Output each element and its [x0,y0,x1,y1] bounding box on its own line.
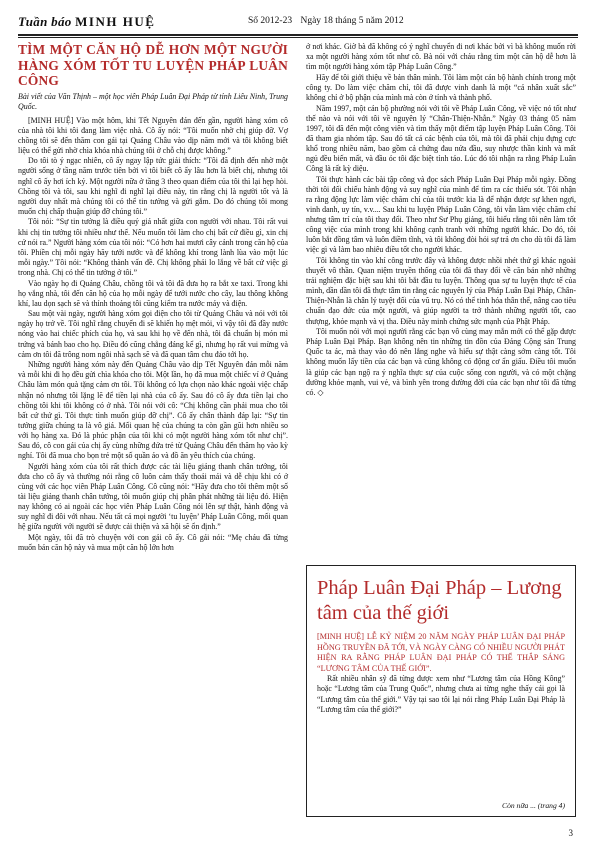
end-mark: ◇ [317,387,324,397]
sidebar-box [306,565,576,817]
article-paragraph: Vào ngày họ đi Quảng Châu, chồng tôi và tôi đã đưa họ ra bắt xe taxi. Trong khi họ vắng nhà, tôi đến căn hộ của họ mỗi ngày để tưới nước cho cây, lau thông không khí, lau dọn sạch sẽ và thỉnh thoảng tôi cũng kiểm tra nước máy và điện. [18,278,288,308]
header-rule-thin [18,37,578,38]
issue-info [248,16,410,26]
box-body: Rất nhiều nhân sỹ đã từng được xem như “Lương tâm của Hồng Kông” hoặc “Lương tâm của Trung Quốc”, nhưng chưa ai từng nghe thấy cái gọi là “Lương tâm của thế giới.” Vậy tại sao tôi lại nói rằng Pháp Luân Đại Pháp là “Lương tâm của thế giới?” [317,674,565,714]
page-header [18,14,578,34]
article-paragraph: Năm 1997, một cán bộ phường nói với tôi về Pháp Luân Công, về việc nó tốt như thế nào và nói với tôi về nguyên lý “Chân-Thiện-Nhẫn.” Ngày 03 tháng 05 năm 1997, tôi đã đến một công viên và tìm thấy một điểm tập luyện Pháp Luân Công. Tôi đã tham gia nhóm tập. Sau đó tất cả các bệnh của tôi, mà tôi đã phải chịu đựng cực khổ trong nhiều năm, bao gồm cả chứng đau nửa đầu, suy nhược thần kinh và mất ngủ đều biến mất, và đầu óc tôi đặc biệt tỉnh táo. Lúc đó tôi nhận ra rằng Pháp Luân Công là rất kỳ diệu. [306,103,576,174]
header-rule-thick [18,34,578,36]
article-paragraph: Tôi không tin vào khí công trước đây và không được nhồi nhét thứ gì khác ngoài thuyết vô thần. Quan niệm truyền thống của tôi đã thay đổi về căn bản nhờ những trải nghiệm đặc biệt sau khi tôi bắt đầu tu luyện. Thông qua sự tu luyện thực tế của mình, dần dần tôi đã thực tâm tin rằng các nguyên lý của Pháp Luân Đại Pháp, Chân-Thiện-Nhẫn là chân lý tuyệt đối của vũ trụ. Nó có thể tinh hóa thân thể, nâng cao tiêu chuẩn đạo đức của một người, và giúp người ta trở thành những người tốt, cao thượng, khỏe mạnh và vị tha. Điều này minh chứng sức mạnh của Phật Pháp. [306,255,576,326]
article-paragraph-text: Tôi muốn nói với mọi người rằng các bạn vô cùng may mắn mới có thể gặp được Pháp Luân Đại Pháp. Bạn không nên tin những tin đồn của Đảng Cộng sản Trung Quốc ta ác, mà thay vào đó nên lắng nghe và hiểu sự thật càng sớm càng tốt. Tôi không muốn lấy tiền của các bạn và cũng không có động cơ ẩn giấu. Điều tôi muốn là giúp các bạn ngộ ra ý nghĩa thực sự của cuộc sống con người, và có một chặng đường khỏe mạnh, vui vẻ, và bình yên trong đường đời của các bạn như tôi đã từng có. [306,327,576,397]
continued-link[interactable]: Còn nữa ... (trang 4) [502,801,565,810]
masthead-brand: MINH HUỆ [75,14,156,29]
article-paragraph: [MINH HUỆ] Vào một hôm, khi Tết Nguyên đán đến gần, người hàng xóm cô của nhà tôi khi tôi đang làm việc nhà. Cô ấy nói: “Tôi muốn nhờ chị giúp đỡ. Vợ chồng tôi sẽ đến thăm con gái tại Quảng Châu vào dịp năm mới và tôi không biết liệu có thể gửi nhờ chìa khóa nhà chúng tôi ở chỗ chị được không.” [18,115,288,155]
article-column-right [306,42,576,398]
issue-date: Ngày 18 tháng 5 năm 2012 [300,16,404,26]
article-paragraph: Một ngày, tôi đã trò chuyện với con gái cô ấy. Cô gái nói: “Mẹ cháu đã từng muốn bán căn hộ này và mua một căn hộ lớn hơn [18,532,288,552]
article-title: TÌM MỘT CĂN HỘ DỄ HƠN MỘT NGƯỜI HÀNG XÓM TỐT TU LUYỆN PHÁP LUÂN CÔNG [18,42,288,88]
article-paragraph: Tôi thực hành các bài tập công và đọc sách Pháp Luân Đại Pháp mỗi ngày. Đồng thời tôi đối chiếu hành động và suy nghĩ của mình để tìm ra các thiếu sót. Tôi nhận ra rằng động lực làm việc chăm chỉ của tôi trước kia là để nhận được sự khen ngợi, vinh danh, uy tín, v.v.... Sau khi tu luyện Pháp Luân Công, tôi vẫn làm việc chăm chỉ nhưng tâm trí của tôi thay đổi. Theo như Sư Phụ giảng, tôi hiểu rằng tôi nên làm tốt công việc của mình trong khi không cạnh tranh với những người khác. Do đó, tôi luôn bắt đồng tâm và luôn điềm tĩnh, và tôi không đòi hỏi sự trả ơn cho dù tôi đã làm việc gì và làm bao nhiêu điều tốt cho người khác. [306,174,576,255]
article-paragraph: Sau một vài ngày, người hàng xóm gọi điện cho tôi từ Quảng Châu và nói với tôi ngày họ trở về. Tôi nghĩ rằng chuyến đi sẽ khiến họ mệt mỏi, vì vậy tôi đã đầy nước nóng vào hai chiếc phích của họ, và sau khi họ về đến nhà, tôi đã chuẩn bị món mì trứng và bánh bao cho họ. Điều đó cũng chẳng đáng kể gì, nhưng họ rất vui mừng và cảm ơn tôi đã trông nom ngôi nhà sạch sẽ và đã quan tâm chu đáo tới họ. [18,309,288,359]
page-number: 3 [568,828,573,838]
box-lead: [MINH HUỆ] LỄ KỶ NIỆM 20 NĂM NGÀY PHÁP LUÂN ĐẠI PHÁP HỒNG TRUYỀN ĐÃ TỚI, VÀ NGÀY CÀNG CÓ NHIỀU NGƯỜI PHÁT HIỆN RA RẰNG PHÁP LUÂN ĐẠI PHÁP CÓ THỂ THẮP SÁNG “LƯƠNG TÂM CỦA THẾ GIỚI”. [317,632,565,673]
article-paragraph: Tôi nói: “Sự tin tưởng là điều quý giá nhất giữa con người với nhau. Tôi rất vui khi chị tin tưởng tôi nhiều như thế. Nếu muốn tôi làm cho chị bất cứ điều gì, xin chị cứ nói ra.” Người hàng xóm của tôi nói: “Có hơn hai mươi cây cảnh trong căn hộ của tôi. Phiền chị mỗi ngày hãy tưới nước và để không khí trong lành lùa vào một lúc mỗi ngày.” Tôi nói: “Không thành vấn đề. Chị không phải lo lắng về bất cứ việc gì trong nhà. Chị có thể tin tưởng ở tôi.” [18,217,288,277]
article-paragraph: Những người hàng xóm này đến Quảng Châu vào dịp Tết Nguyên đán mỗi năm và mỗi khi đi họ đều gửi chìa khóa cho tôi. Một lần, họ đã mua một chiếc ví ở Quảng Châu làm món quà tặng cảm ơn tôi. Tôi không có lựa chọn nào khác ngoài việc chấp nhận nó nhưng tôi lặng lẽ để tiền lại nhà của cô ấy. Sau đó cô ấy đưa tiền lại cho chồng tôi khi tôi không có ở nhà. Tôi nói với cô: “Chị không cần phải mua cho tôi bất cứ thứ gì. Tôi thực tình muốn giúp đỡ chị”. Cô ấy chân thành đáp lại: “Sự tin tưởng giữa chúng ta là vô giá. Mối quan hệ của chúng ta còn gần gũi hơn nhiều so với họ hàng xa. Đó là phúc phận của tôi khi có một người hàng xóm tốt như chị”. Sau đó, cô con gái của chị ấy cùng những đứa trẻ từ Quảng Châu đến thăm họ vào kỳ nghỉ. Tôi đã mua cho bọn trẻ một số quần áo và đồ ăn yêu thích của chúng. [18,360,288,461]
masthead [18,14,155,30]
article-paragraph: Hãy để tôi giới thiệu về bản thân mình. Tôi làm một cán bộ hành chính trong một công ty. Do làm việc chăm chỉ, tôi đã được vinh danh là một “cá nhân xuất sắc” không chỉ ở bộ phận của mình mà còn ở tỉnh và thành phố. [306,72,576,102]
article-paragraph-last [306,327,576,398]
article-column-left [18,42,288,553]
box-title: Pháp Luân Đại Pháp – Lương tâm của thế giới [317,577,562,624]
issue-number: Số 2012-23 [248,16,293,26]
article-paragraph: ở nơi khác. Giờ bà đã không có ý nghĩ chuyển đi nơi khác bởi vì bà không muốn rời xa một người hàng xóm tốt như cô. Bà nói với cháu rằng tìm một căn hộ dễ hơn là tìm một người hàng xóm tập Pháp Luân Công.” [306,42,576,72]
masthead-label: Tuần báo [18,14,76,29]
article-paragraph: Do tôi tò ý ngạc nhiên, cô ấy ngay lập tức giải thích: “Tôi đã định đến nhờ một người sống ở tầng năm trước tiên bởi vì tôi biết cô ấy lâu hơn là biết chị, nhưng tôi nghĩ cô ấy hơi ích kỷ. Một người nữa ở tầng 3 theo quan điểm của tôi thì lại hẹp hòi. Chồng tôi và tôi, sau khi nghĩ đi nghĩ lại điều này, tin rằng chị là người tốt và là người duy nhất mà chúng tôi có thể tin tưởng và gửi gắm. Do đó chúng tôi mong muốn chị chấp thuận giúp đỡ chúng tôi.” [18,156,288,216]
article-byline: Bài viết của Văn Thịnh – một học viên Pháp Luân Đại Pháp từ tỉnh Liêu Ninh, Trung Quốc. [18,91,288,111]
article-paragraph: Người hàng xóm của tôi rất thích được các tài liệu giảng thanh chân tướng, tôi đưa cho cô ấy và thường nói rằng cô luôn cảm thấy thoải mái và dễ chịu khi có ở cùng với các học viên Pháp Luân Công. Cô cũng nói: “Hãy đưa cho tôi thêm một số tài liệu giảng thanh chân tướng, tôi muốn giúp chị phân phát những tài liệu đó. Hiện nay không có ai ngoài các học viên Pháp Luân Công nói lên sự thật, hành động và suy nghĩ đi đôi với nhau. Nếu tất cả mọi người ‘tu luyện’ Pháp Luân Công, mối quan hệ giữa người với người sẽ được cải thiện và xã hội sẽ ổn định.” [18,461,288,532]
